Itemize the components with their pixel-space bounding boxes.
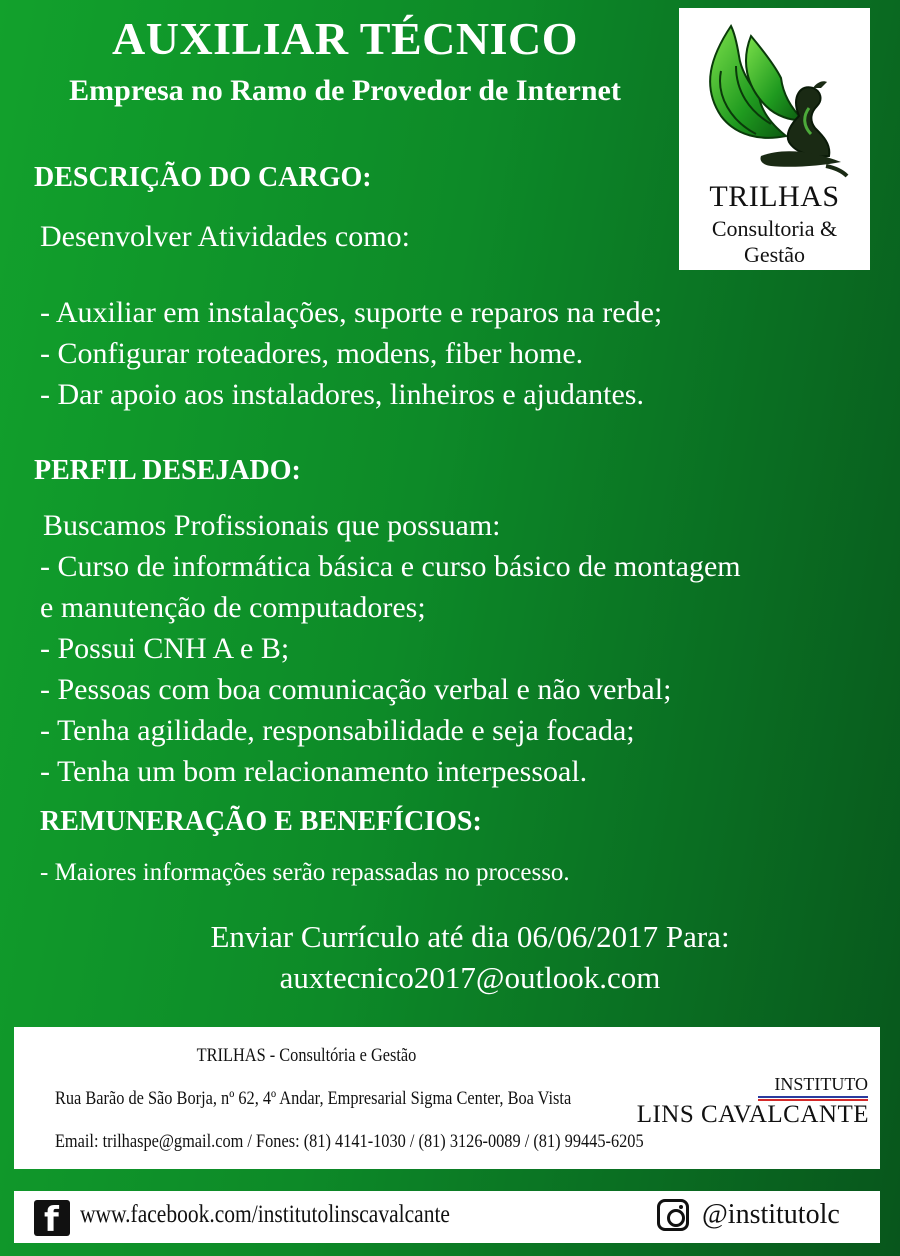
logo-name: TRILHAS bbox=[709, 180, 840, 213]
description-list bbox=[40, 292, 662, 415]
instagram-handle[interactable]: @institutolc bbox=[702, 1199, 840, 1230]
list-item: - Auxiliar em instalações, suporte e reparos na rede; bbox=[40, 296, 663, 329]
footer-contact: Email: trilhaspe@gmail.com / Fones: (81) 4141-1030 / (81) 3126-0089 / (81) 99445-6205 bbox=[54, 1131, 644, 1152]
social-bar bbox=[14, 1191, 880, 1243]
facebook-link[interactable]: www.facebook.com/institutolinscavalcante bbox=[80, 1201, 450, 1228]
footer-company: TRILHAS - Consultória e Gestão bbox=[196, 1045, 417, 1066]
logo-tagline: Consultoria & Gestão bbox=[711, 216, 838, 267]
facebook-icon[interactable]: f bbox=[34, 1200, 70, 1236]
company-logo bbox=[679, 8, 870, 270]
job-title: AUXILIAR TÉCNICO bbox=[112, 13, 578, 64]
profile-intro: Buscamos Profissionais que possuam: bbox=[43, 509, 501, 542]
institute-name: LINS CAVALCANTE bbox=[636, 1101, 869, 1128]
apply-instructions bbox=[60, 916, 880, 998]
description-heading: DESCRIÇÃO DO CARGO: bbox=[34, 162, 372, 193]
list-item: - Possui CNH A e B; bbox=[40, 632, 290, 665]
list-item: - Tenha um bom relacionamento interpessoal. bbox=[40, 755, 588, 788]
institute-blue-bar bbox=[758, 1096, 868, 1098]
instagram-icon[interactable] bbox=[657, 1199, 689, 1231]
profile-heading: PERFIL DESEJADO: bbox=[34, 455, 301, 486]
apply-email-link[interactable]: auxtecnico2017@outlook.com bbox=[279, 960, 661, 995]
benefits-text: - Maiores informações serão repassadas no processo. bbox=[40, 859, 570, 886]
list-item: - Curso de informática básica e curso básico de montagem bbox=[40, 550, 741, 583]
profile-list bbox=[40, 505, 741, 792]
list-item: - Pessoas com boa comunicação verbal e não verbal; bbox=[40, 673, 672, 706]
footer-contact-box bbox=[14, 1027, 880, 1169]
list-item: - Tenha agilidade, responsabilidade e seja focada; bbox=[40, 714, 635, 747]
job-subtitle: Empresa no Ramo de Provedor de Internet bbox=[69, 74, 621, 107]
apply-deadline: Enviar Currículo até dia 06/06/2017 Para: bbox=[210, 919, 730, 954]
description-intro: Desenvolver Atividades como: bbox=[40, 220, 410, 253]
list-item: - Dar apoio aos instaladores, linheiros e ajudantes. bbox=[40, 378, 644, 411]
benefits-heading: REMUNERAÇÃO E BENEFÍCIOS: bbox=[40, 806, 482, 837]
green-bird-wing-logo-icon bbox=[691, 16, 858, 181]
list-item: - Configurar roteadores, modens, fiber home. bbox=[40, 337, 584, 370]
list-item: e manutenção de computadores; bbox=[40, 591, 426, 624]
institute-label: INSTITUTO bbox=[774, 1074, 868, 1094]
footer-address: Rua Barão de São Borja, nº 62, 4º Andar, Empresarial Sigma Center, Boa Vista bbox=[54, 1088, 572, 1109]
